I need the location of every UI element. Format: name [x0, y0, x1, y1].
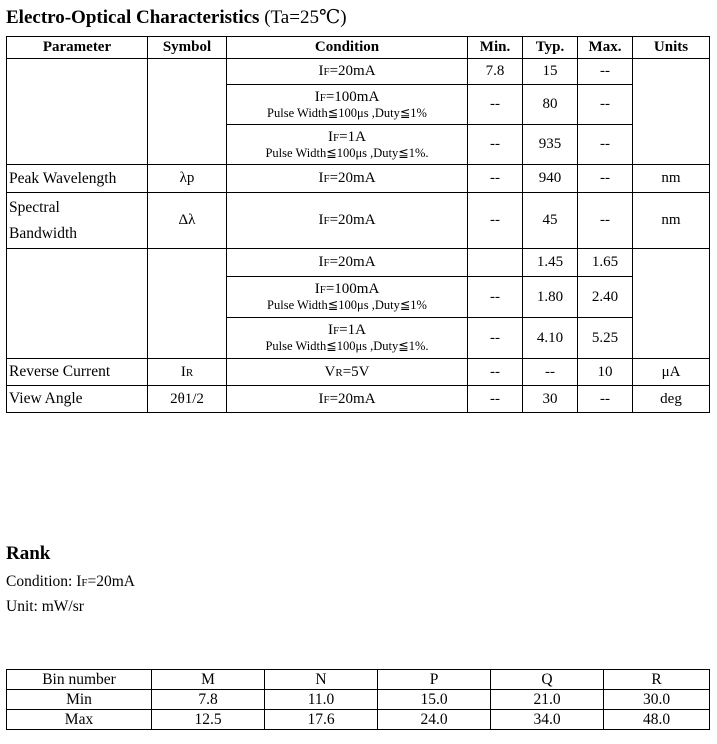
rank-cell: 15.0 [378, 690, 491, 710]
table-header-row [7, 37, 710, 59]
max-cell: 5.25 [578, 318, 633, 359]
param-cell-blank [7, 249, 148, 359]
max-cell: -- [578, 165, 633, 193]
rank-max-row [7, 710, 710, 730]
condition-cell: VR=5V [227, 359, 468, 386]
header-min: Min. [468, 37, 523, 59]
rank-cell: 11.0 [265, 690, 378, 710]
max-cell: -- [578, 85, 633, 125]
electro-optical-table [6, 36, 710, 413]
max-cell: 2.40 [578, 277, 633, 318]
min-cell: -- [468, 85, 523, 125]
header-condition: Condition [227, 37, 468, 59]
header-max: Max. [578, 37, 633, 59]
typ-cell: 1.45 [523, 249, 578, 277]
condition-cell: IF=20mA [227, 386, 468, 413]
condition-cell: IF=20mA [227, 193, 468, 249]
rank-header-cell: R [604, 670, 710, 690]
min-cell: 7.8 [468, 59, 523, 85]
typ-cell: 940 [523, 165, 578, 193]
typ-cell: 30 [523, 386, 578, 413]
typ-cell: -- [523, 359, 578, 386]
rank-table [6, 669, 710, 730]
typ-cell: 1.80 [523, 277, 578, 318]
pulse-note: Pulse Width≦100μs ,Duty≦1%. [265, 145, 429, 160]
table-row [7, 59, 710, 85]
condition-cell: IF=20mA [227, 165, 468, 193]
condition-cell: IF=100mA Pulse Width≦100μs ,Duty≦1% [227, 85, 468, 125]
table-row [7, 165, 710, 193]
rank-unit: Unit: mW/sr [6, 598, 84, 615]
header-units: Units [633, 37, 710, 59]
rank-header-cell: Bin number [7, 670, 152, 690]
rank-cell: 21.0 [491, 690, 604, 710]
rank-cell: 7.8 [152, 690, 265, 710]
condition-cell: IF=20mA [227, 249, 468, 277]
units-cell: nm [633, 165, 710, 193]
table-row [7, 386, 710, 413]
typ-cell: 15 [523, 59, 578, 85]
rank-header-cell: Q [491, 670, 604, 690]
condition-cell: IF=1A Pulse Width≦100μs ,Duty≦1%. [227, 318, 468, 359]
rank-cell: 30.0 [604, 690, 710, 710]
symbol-cell-blank [148, 59, 227, 165]
max-cell: -- [578, 386, 633, 413]
typ-cell: 935 [523, 125, 578, 165]
min-cell: -- [468, 318, 523, 359]
table-row [7, 193, 710, 249]
title-condition: (Ta=25℃) [259, 7, 347, 28]
param-cell-blank [7, 59, 148, 165]
max-cell: 1.65 [578, 249, 633, 277]
max-cell: 10 [578, 359, 633, 386]
rank-condition: Condition: IF=20mA [6, 573, 135, 590]
rank-title: Rank [6, 543, 51, 564]
symbol-cell: λp [148, 165, 227, 193]
condition-cell: IF=20mA [227, 59, 468, 85]
typ-cell: 4.10 [523, 318, 578, 359]
table-row [7, 249, 710, 277]
title-main: Electro-Optical Characteristics [6, 7, 260, 28]
table-row [7, 359, 710, 386]
min-cell: -- [468, 359, 523, 386]
min-cell [468, 249, 523, 277]
units-cell: nm [633, 193, 710, 249]
section-title [6, 6, 347, 29]
min-cell: -- [468, 165, 523, 193]
param-view-angle: View Angle [7, 386, 148, 413]
units-cell-blank [633, 249, 710, 359]
symbol-cell: 2θ1/2 [148, 386, 227, 413]
pulse-note: Pulse Width≦100μs ,Duty≦1% [267, 105, 427, 120]
units-cell: deg [633, 386, 710, 413]
param-peak-wavelength: Peak Wavelength [7, 165, 148, 193]
max-cell: -- [578, 59, 633, 85]
rank-cell: 34.0 [491, 710, 604, 730]
symbol-cell-blank [148, 249, 227, 359]
rank-min-row [7, 690, 710, 710]
min-cell: -- [468, 193, 523, 249]
typ-cell: 80 [523, 85, 578, 125]
pulse-note: Pulse Width≦100μs ,Duty≦1%. [265, 339, 429, 353]
max-cell: -- [578, 193, 633, 249]
symbol-cell: IR [148, 359, 227, 386]
typ-cell: 45 [523, 193, 578, 249]
min-cell: -- [468, 386, 523, 413]
rank-header-cell: P [378, 670, 491, 690]
min-cell: -- [468, 125, 523, 165]
symbol-cell: Δλ [148, 193, 227, 249]
condition-cell: IF=100mA Pulse Width≦100μs ,Duty≦1% [227, 277, 468, 318]
rank-header-cell: M [152, 670, 265, 690]
rank-cell: Max [7, 710, 152, 730]
rank-cell: Min [7, 690, 152, 710]
units-cell-blank [633, 59, 710, 165]
rank-cell: 17.6 [265, 710, 378, 730]
header-parameter: Parameter [7, 37, 148, 59]
param-spectral-bandwidth: Spectral Bandwidth [7, 193, 148, 249]
rank-header-row [7, 670, 710, 690]
rank-header-cell: N [265, 670, 378, 690]
max-cell: -- [578, 125, 633, 165]
rank-cell: 24.0 [378, 710, 491, 730]
min-cell: -- [468, 277, 523, 318]
units-cell: μA [633, 359, 710, 386]
pulse-note: Pulse Width≦100μs ,Duty≦1% [267, 298, 427, 312]
condition-cell: IF=1A Pulse Width≦100μs ,Duty≦1%. [227, 125, 468, 165]
header-typ: Typ. [523, 37, 578, 59]
header-symbol: Symbol [148, 37, 227, 59]
param-reverse-current: Reverse Current [7, 359, 148, 386]
rank-cell: 12.5 [152, 710, 265, 730]
rank-cell: 48.0 [604, 710, 710, 730]
